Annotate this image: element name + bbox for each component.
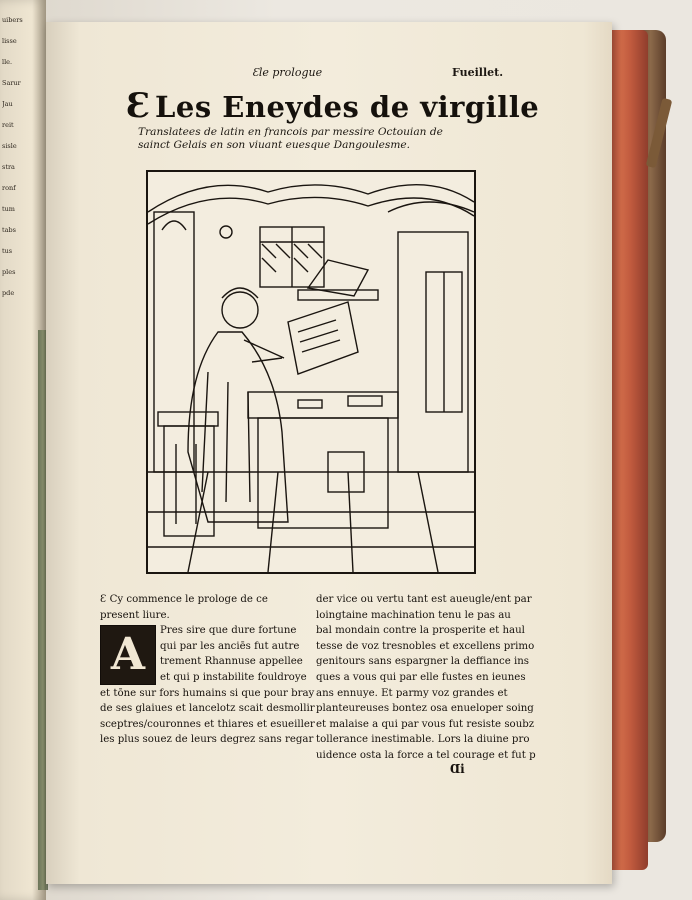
- left-page-fragment: uibers: [2, 16, 23, 24]
- text-line: planteureuses bontez osa enueloper soing: [316, 703, 534, 715]
- left-page-fragment: tus: [2, 247, 13, 255]
- text-line: der vice ou vertu tant est aueugle/ent par: [316, 594, 532, 605]
- initial-letter: A: [110, 629, 146, 681]
- text-line: qui par les anciēs fut autre: [160, 640, 300, 652]
- left-page-fragment: tum: [2, 205, 15, 213]
- running-head: Ɛle prologue: [252, 66, 323, 79]
- book-title: [126, 86, 539, 126]
- text-line: tollerance inestimable. Lors la diuine pro: [316, 734, 530, 746]
- text-line: ans ennuye. Et parmy voz grandes et: [316, 687, 508, 699]
- paragraph-mark-icon: Ɛ: [100, 594, 107, 605]
- text-column-right: [316, 592, 536, 764]
- woodcut-drawing: [148, 172, 474, 572]
- signature-mark: Ɑi: [450, 762, 465, 776]
- incipit-text: Cy commence le prologe de ce present liure.: [100, 594, 268, 621]
- text-line: ques a vous qui par elle fustes en ieunes: [316, 671, 526, 683]
- text-line: et malaise a qui par vous fut resiste soubz: [316, 718, 535, 730]
- left-page-fragment: ples: [2, 268, 16, 276]
- red-fore-edge: [610, 30, 648, 870]
- subtitle: Translatees de latin en francois par messire Octouian de sainct Gelais en son viuant euesque Dangoulesme.: [138, 126, 443, 151]
- paragraph-mark-icon: Ɛ: [126, 86, 152, 126]
- left-page-fragment: stra: [2, 163, 15, 171]
- opening-paragraph: [100, 623, 315, 748]
- left-page-fragment: tabs: [2, 226, 16, 234]
- text-line: loingtaine machination tenu le pas au: [316, 609, 511, 621]
- text-line: trement Rhannuse appellee: [160, 656, 303, 668]
- left-page-fragment: pde: [2, 289, 15, 297]
- text-line: uidence osta la force a tel courage et fut p: [316, 749, 536, 761]
- text-line: et tōne sur fors humains si que pour bray: [100, 687, 315, 699]
- scribe-woodcut-illustration: [146, 170, 476, 574]
- text-column-left: [100, 592, 315, 748]
- text-line: de ses glaiues et lancelotz scait desmollir: [100, 703, 315, 715]
- title-text: Les Eneydes de virgille: [155, 90, 540, 124]
- folio-heading: Fueillet.: [452, 66, 504, 79]
- text-line: et qui p instabilite fouldroye: [160, 671, 307, 683]
- left-page-fragment: sisle: [2, 142, 17, 150]
- left-page-fragment: lle.: [2, 58, 13, 66]
- text-line: tesse de voz tresnobles et excellens primo: [316, 640, 535, 652]
- text-line: bal mondain contre la prosperite et haul: [316, 625, 525, 637]
- left-page-fragment: ronf: [2, 184, 16, 192]
- decorated-initial: [100, 625, 156, 685]
- text-line: genitours sans espargner la deffiance ins: [316, 656, 530, 668]
- text-line: sceptres/couronnes et thiares et esueiller: [100, 718, 315, 730]
- left-page-fragment: Jau: [2, 100, 13, 108]
- text-line: les plus souez de leurs degrez sans regar: [100, 734, 314, 746]
- left-page-fragment: Sarur: [2, 79, 21, 87]
- left-page-fragment: reit: [2, 121, 14, 129]
- text-line: Pres sire que dure fortune: [160, 625, 297, 637]
- incipit: [100, 592, 306, 623]
- left-page-fragment: lisse: [2, 37, 17, 45]
